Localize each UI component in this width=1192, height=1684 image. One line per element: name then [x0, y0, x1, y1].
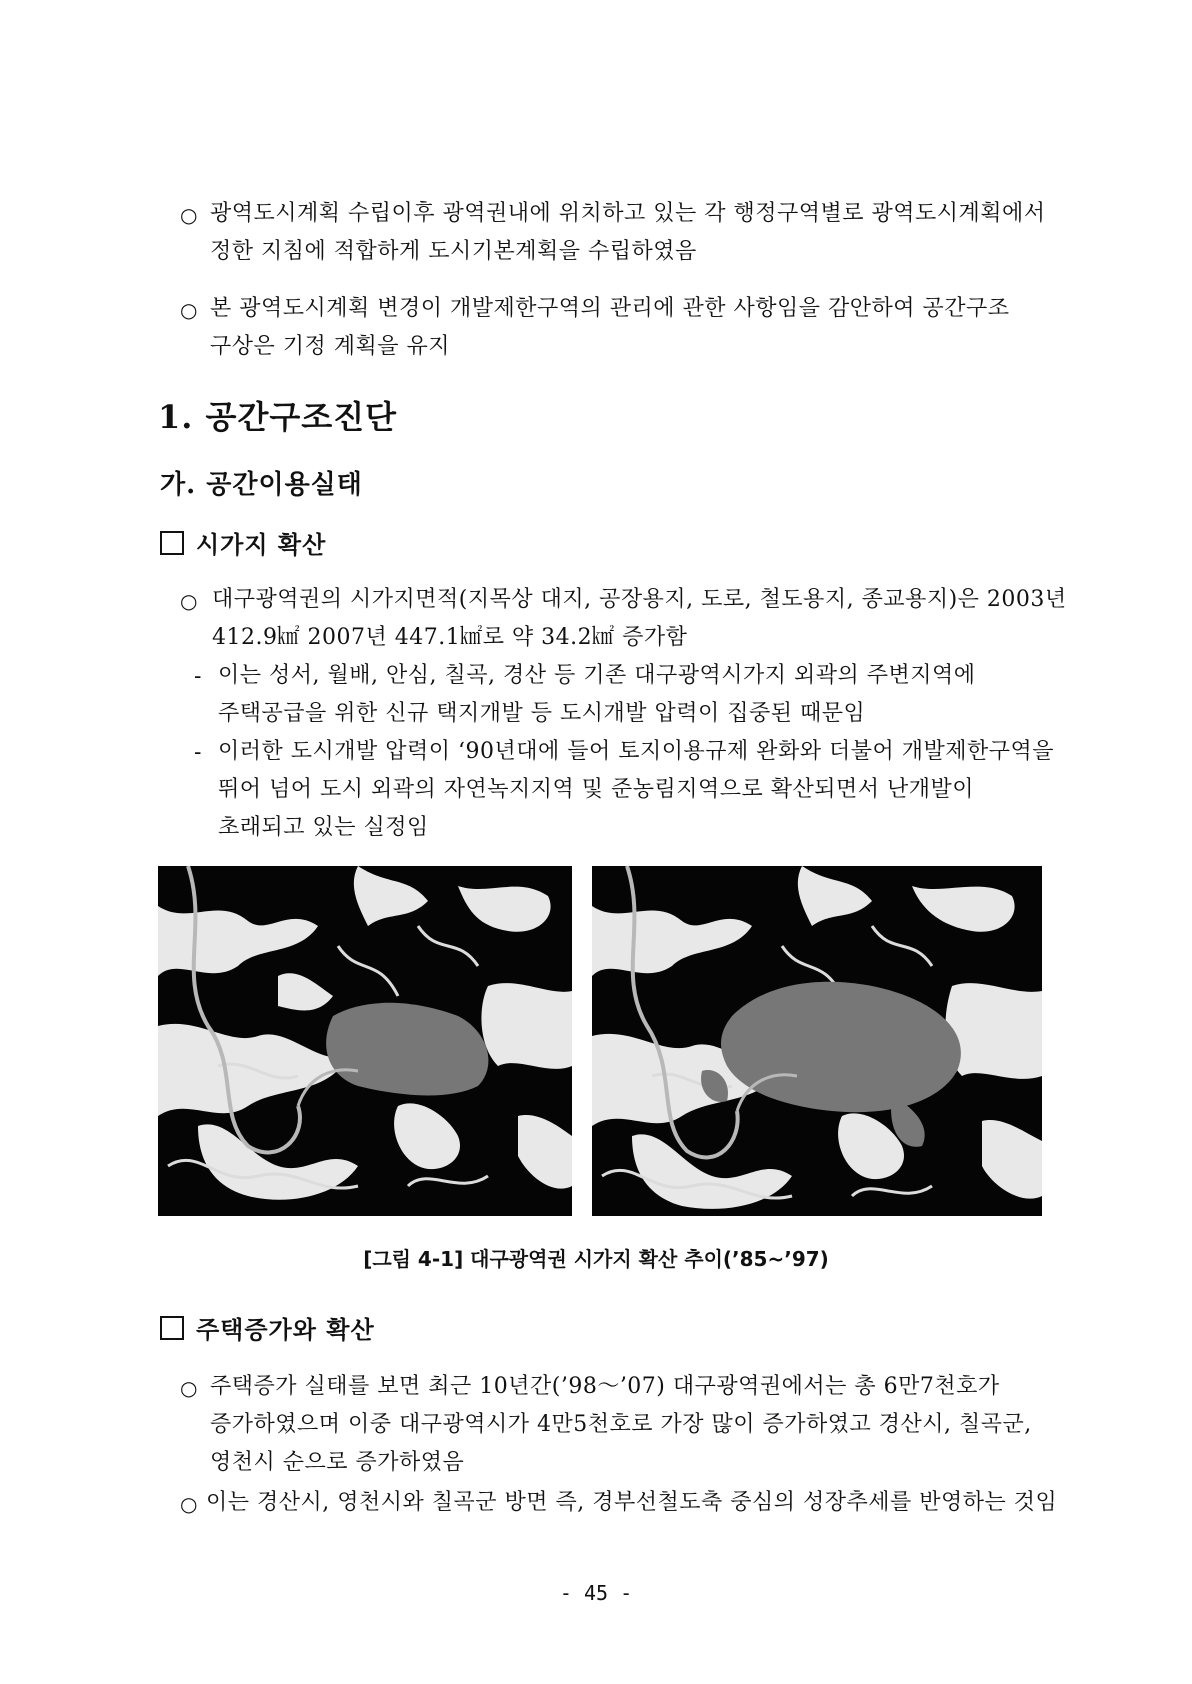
text-line: 영천시 순으로 증가하였음: [210, 1450, 465, 1475]
text-line: 증가하였으며 이중 대구광역시가 4만5천호로 가장 많이 증가하였고 경산시, 칠곡군,: [210, 1412, 1032, 1437]
text-line: 이는 성서, 월배, 안심, 칠곡, 경산 등 기존 대구광역시가지 외곽의 주변지역에: [218, 663, 976, 688]
text-line: 주택증가 실태를 보면 최근 10년간(’98～’07) 대구광역권에서는 총 6만7천호가: [210, 1374, 1000, 1399]
text-line: 초래되고 있는 실정임: [218, 815, 429, 840]
page-number: - 45 -: [559, 1581, 633, 1605]
topic-heading-housing: [160, 1310, 375, 1345]
text-line: 본 광역도시계획 변경이 개발제한구역의 관리에 관한 사항임을 감안하여 공간구조: [210, 296, 1010, 321]
bullet-dash: -: [194, 740, 202, 765]
figure-caption: [그림 4-1] 대구광역권 시가지 확산 추이(’85~’97): [363, 1247, 829, 1271]
paragraph: [218, 733, 1054, 847]
text-line: 광역도시계획 수립이후 광역권내에 위치하고 있는 각 행정구역별로 광역도시계획에서: [210, 201, 1046, 226]
bullet-circle: ○: [180, 1376, 198, 1400]
checkbox-square-icon: [160, 531, 184, 555]
bullet-dash: -: [194, 664, 202, 689]
satellite-map-1985: [158, 866, 572, 1216]
bullet-circle: ○: [180, 589, 198, 613]
bullet-circle: ○: [180, 203, 198, 227]
section-heading-1: 1. 공간구조진단: [158, 398, 398, 436]
topic-heading-label: 주택증가와 확산: [196, 1315, 375, 1344]
text-line: 정한 지침에 적합하게 도시기본계획을 수립하였음: [210, 239, 697, 264]
text-line: 뛰어 넘어 도시 외곽의 자연녹지지역 및 준농림지역으로 확산되면서 난개발이: [218, 777, 975, 802]
text-line: 대구광역권의 시가지면적(지목상 대지, 공장용지, 도로, 철도용지, 종교용지)은 2003년: [212, 587, 1067, 612]
topic-heading-urban-spread: [160, 525, 326, 560]
bullet-circle: ○: [180, 298, 198, 322]
paragraph: [212, 581, 1067, 657]
paragraph: [210, 290, 1010, 366]
bullet-circle: ○: [180, 1492, 198, 1516]
paragraph: [210, 1368, 1032, 1482]
text-line: 이는 경산시, 영천시와 칠곡군 방면 즉, 경부선철도축 중심의 성장추세를 반영하는 것임: [206, 1490, 1058, 1515]
subsection-heading: 가. 공간이용실태: [160, 470, 363, 500]
text-line: 구상은 기정 계획을 유지: [210, 334, 451, 359]
text-line: 주택공급을 위한 신규 택지개발 등 도시개발 압력이 집중된 때문임: [218, 701, 866, 726]
checkbox-square-icon: [160, 1316, 184, 1340]
paragraph: [206, 1484, 1057, 1522]
paragraph: [210, 195, 1046, 271]
satellite-map-1997: [592, 866, 1042, 1216]
text-line: 이러한 도시개발 압력이 ‘90년대에 들어 토지이용규제 완화와 더불어 개발제한구역을: [218, 739, 1055, 764]
paragraph: [218, 657, 975, 733]
topic-heading-label: 시가지 확산: [196, 530, 327, 559]
text-line: 412.9㎢ 2007년 447.1㎢로 약 34.2㎢ 증가함: [212, 625, 688, 650]
